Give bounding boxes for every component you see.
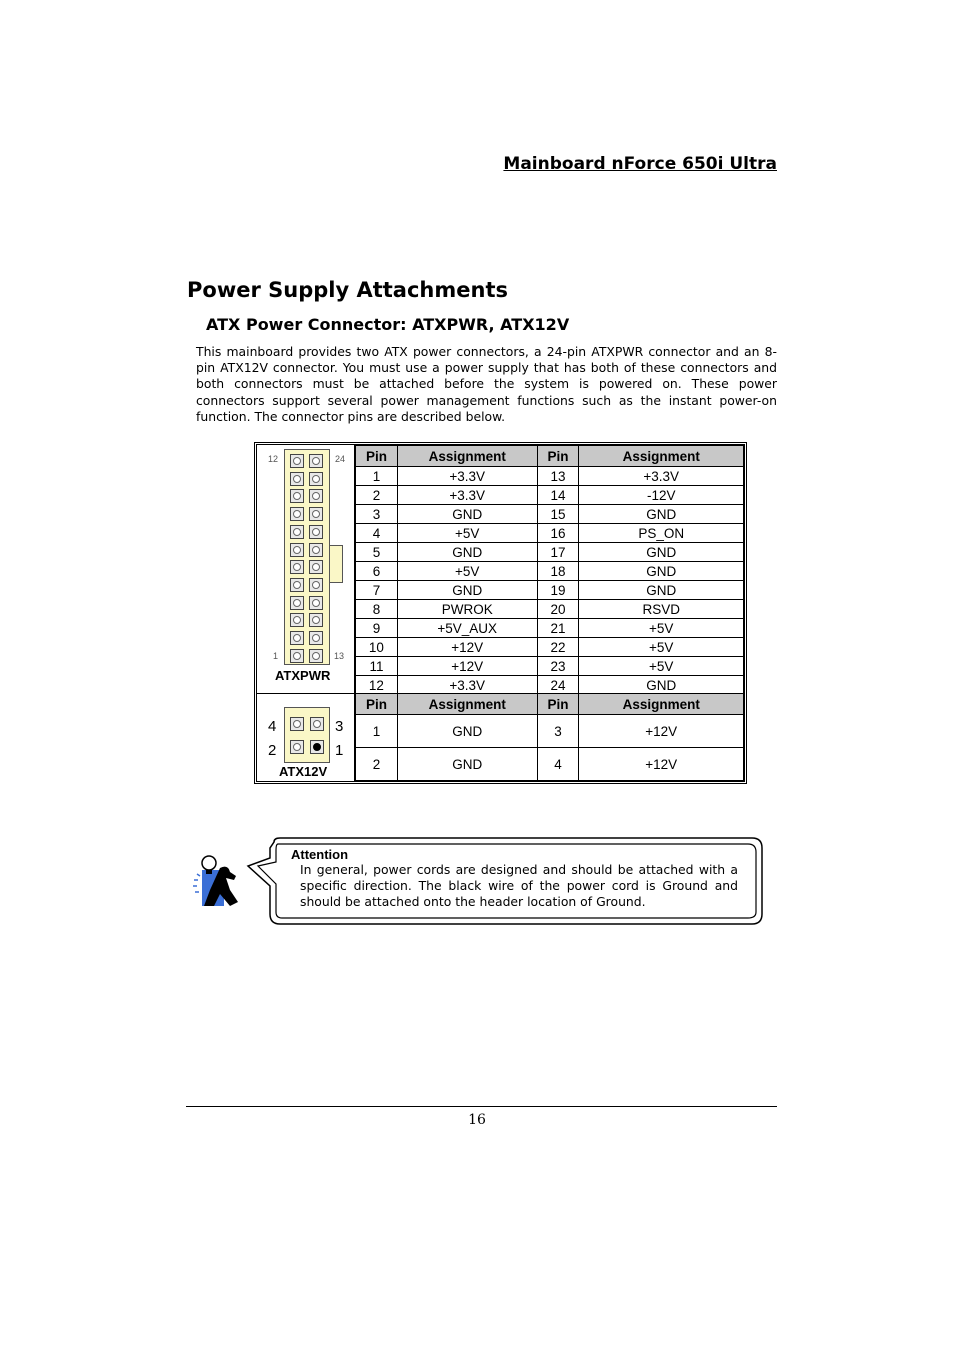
assignment-cell: GND bbox=[579, 505, 744, 524]
assignment-cell: GND bbox=[579, 676, 744, 695]
pin-icon bbox=[309, 489, 323, 503]
section-title: Power Supply Attachments bbox=[187, 278, 508, 302]
pin-number-cell: 18 bbox=[537, 562, 579, 581]
assignment-cell: +5V_AUX bbox=[397, 619, 537, 638]
pin-number-cell: 21 bbox=[537, 619, 579, 638]
pin-icon bbox=[290, 740, 304, 754]
column-header: Assignment bbox=[579, 694, 744, 715]
table-row bbox=[356, 657, 744, 676]
assignment-cell: +12V bbox=[397, 638, 537, 657]
table-row bbox=[356, 748, 744, 781]
assignment-cell: RSVD bbox=[579, 600, 744, 619]
pin-icon bbox=[290, 543, 304, 557]
pin-assignment-table bbox=[256, 444, 745, 782]
assignment-cell: +3.3V bbox=[397, 467, 537, 486]
column-header: Assignment bbox=[397, 446, 537, 467]
footer-rule bbox=[186, 1106, 777, 1107]
pin-number-cell: 3 bbox=[537, 715, 579, 748]
assignment-cell: GND bbox=[579, 562, 744, 581]
pin-icon bbox=[290, 649, 304, 663]
pin-icon bbox=[309, 560, 323, 574]
table-row bbox=[356, 638, 744, 657]
column-header: Pin bbox=[356, 446, 398, 467]
table-row bbox=[356, 467, 744, 486]
pin-number-cell: 9 bbox=[356, 619, 398, 638]
attention-title: Attention bbox=[291, 847, 349, 862]
pin-number-cell: 24 bbox=[537, 676, 579, 695]
pin-number-cell: 16 bbox=[537, 524, 579, 543]
assignment-cell: +12V bbox=[397, 657, 537, 676]
atx12v-connector-icon bbox=[284, 707, 330, 763]
pin-number-cell: 17 bbox=[537, 543, 579, 562]
atxpwr-label-24: 24 bbox=[335, 454, 346, 464]
pin-icon bbox=[290, 454, 304, 468]
table-row bbox=[356, 715, 744, 748]
assignment-cell: +12V bbox=[579, 715, 744, 748]
assignment-cell: GND bbox=[397, 748, 537, 781]
pin-number-cell: 14 bbox=[537, 486, 579, 505]
pin-number-cell: 2 bbox=[356, 748, 398, 781]
pin-icon bbox=[310, 717, 324, 731]
page-number: 16 bbox=[468, 1112, 486, 1128]
assignment-cell: +3.3V bbox=[579, 467, 744, 486]
pin-icon bbox=[290, 472, 304, 486]
pin-number-cell: 10 bbox=[356, 638, 398, 657]
pin-number-cell: 22 bbox=[537, 638, 579, 657]
pin-number-cell: 6 bbox=[356, 562, 398, 581]
assignment-cell: +5V bbox=[397, 562, 537, 581]
pin-icon bbox=[290, 507, 304, 521]
assignment-cell: +5V bbox=[579, 619, 744, 638]
pin-icon bbox=[310, 740, 324, 754]
pin-icon bbox=[290, 613, 304, 627]
atxpwr-connector-icon bbox=[284, 449, 330, 665]
pin-icon bbox=[290, 489, 304, 503]
pin-icon bbox=[309, 596, 323, 610]
pin-number-cell: 4 bbox=[356, 524, 398, 543]
atxpwr-label-1: 1 bbox=[273, 651, 279, 661]
atxpwr-latch-icon bbox=[330, 545, 343, 583]
table-row bbox=[356, 543, 744, 562]
atx12v-label-1: 1 bbox=[335, 742, 344, 759]
pin-number-cell: 13 bbox=[537, 467, 579, 486]
assignment-cell: GND bbox=[397, 543, 537, 562]
pin-number-cell: 20 bbox=[537, 600, 579, 619]
pin-icon bbox=[309, 613, 323, 627]
pin-icon bbox=[309, 631, 323, 645]
reading-figure-icon bbox=[190, 850, 242, 910]
pin-number-cell: 5 bbox=[356, 543, 398, 562]
intro-paragraph: This mainboard provides two ATX power connectors, a 24-pin ATXPWR connector and an 8-pin ATX12V connector. You must use a power supply that has both of these connectors and both connectors must be attached before the system is powered on. These power connectors support several power management functions such as the instant power-on function. The connector pins are described below. bbox=[196, 344, 777, 424]
pin-icon bbox=[309, 543, 323, 557]
pin-number-cell: 11 bbox=[356, 657, 398, 676]
pin-icon bbox=[309, 472, 323, 486]
pin-number-cell: 12 bbox=[356, 676, 398, 695]
pin-number-cell: 23 bbox=[537, 657, 579, 676]
pin-number-cell: 3 bbox=[356, 505, 398, 524]
pin-number-cell: 4 bbox=[537, 748, 579, 781]
assignment-cell: +5V bbox=[397, 524, 537, 543]
table-row bbox=[356, 486, 744, 505]
column-header: Pin bbox=[537, 694, 579, 715]
pin-number-cell: 15 bbox=[537, 505, 579, 524]
assignment-cell: GND bbox=[397, 505, 537, 524]
pin-icon bbox=[290, 717, 304, 731]
pin-icon bbox=[290, 578, 304, 592]
table-row bbox=[356, 619, 744, 638]
pin-icon bbox=[290, 560, 304, 574]
pin-icon bbox=[309, 507, 323, 521]
atxpwr-name: ATXPWR bbox=[275, 668, 331, 683]
atx12v-name: ATX12V bbox=[279, 764, 328, 779]
column-header: Pin bbox=[537, 446, 579, 467]
running-header: Mainboard nForce 650i Ultra bbox=[503, 154, 777, 174]
pin-number-cell: 7 bbox=[356, 581, 398, 600]
assignment-cell: GND bbox=[397, 581, 537, 600]
assignment-cell: PS_ON bbox=[579, 524, 744, 543]
table-row bbox=[356, 562, 744, 581]
assignment-cell: +3.3V bbox=[397, 486, 537, 505]
pin-number-cell: 8 bbox=[356, 600, 398, 619]
table-row bbox=[356, 581, 744, 600]
pin-number-cell: 1 bbox=[356, 467, 398, 486]
section-subtitle: ATX Power Connector: ATXPWR, ATX12V bbox=[206, 315, 570, 334]
pin-icon bbox=[309, 454, 323, 468]
pin-icon bbox=[290, 525, 304, 539]
pin-number-cell: 19 bbox=[537, 581, 579, 600]
pin-icon bbox=[309, 649, 323, 663]
pin-number-cell: 2 bbox=[356, 486, 398, 505]
pin-number-cell: 1 bbox=[356, 715, 398, 748]
table-row bbox=[356, 505, 744, 524]
assignment-cell: +5V bbox=[579, 657, 744, 676]
assignment-cell: +5V bbox=[579, 638, 744, 657]
column-header: Pin bbox=[356, 694, 398, 715]
assignment-cell: PWROK bbox=[397, 600, 537, 619]
atx12v-label-2: 2 bbox=[268, 742, 277, 759]
atx12v-label-4: 4 bbox=[268, 718, 277, 735]
pin-icon bbox=[290, 596, 304, 610]
pin-icon bbox=[309, 578, 323, 592]
assignment-cell: -12V bbox=[579, 486, 744, 505]
assignment-cell: GND bbox=[579, 543, 744, 562]
atxpwr-pin-table bbox=[355, 445, 744, 695]
assignment-cell: +3.3V bbox=[397, 676, 537, 695]
assignment-cell: GND bbox=[579, 581, 744, 600]
atx12v-label-3: 3 bbox=[335, 718, 344, 735]
attention-text: In general, power cords are designed and should be attached with a specific direction. The black wire of the power cord is Ground and should be attached onto the header location of Ground. bbox=[300, 862, 738, 909]
assignment-cell: +12V bbox=[579, 748, 744, 781]
atxpwr-label-13: 13 bbox=[334, 651, 345, 661]
column-header: Assignment bbox=[397, 694, 537, 715]
pin-icon bbox=[290, 631, 304, 645]
pin-icon bbox=[309, 525, 323, 539]
table-row bbox=[356, 676, 744, 695]
column-header: Assignment bbox=[579, 446, 744, 467]
assignment-cell: GND bbox=[397, 715, 537, 748]
atxpwr-label-12: 12 bbox=[268, 454, 279, 464]
atx12v-pin-table bbox=[355, 693, 744, 781]
table-row bbox=[356, 600, 744, 619]
table-row bbox=[356, 524, 744, 543]
